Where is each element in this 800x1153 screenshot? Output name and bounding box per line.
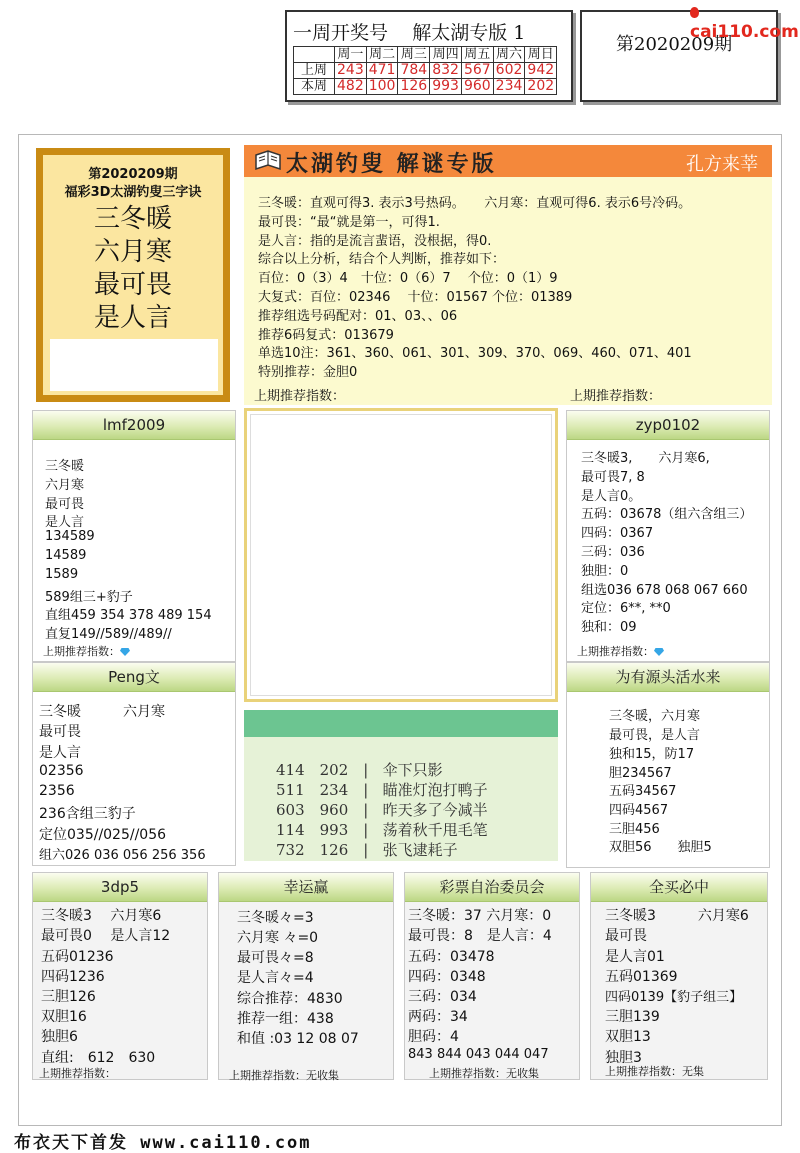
puzzle-line: 百位：0（3）4 十位：0（6）7 个位：0（1）9: [258, 271, 558, 286]
poem-blank-box: [50, 339, 218, 391]
card-quanmai: [590, 872, 768, 1080]
poem-subtitle: 福彩3D太湖钓叟三字诀: [64, 185, 202, 200]
card-line: 四码：0367: [581, 526, 654, 541]
card-line: 是人言0。: [581, 489, 642, 504]
period-label: 第2020209期: [616, 34, 733, 55]
card-line: 双胆13: [605, 1029, 651, 1045]
card-caipiao: [404, 872, 580, 1080]
card-title: Peng文: [33, 663, 235, 692]
card-line: 三胆139: [605, 1009, 660, 1025]
riddle-bar: [244, 710, 558, 737]
card-line: 最可畏0 是人言12: [41, 928, 171, 944]
puzzle-line: 最可畏：“最“就是第一，可得1.: [258, 215, 440, 230]
riddle-row: 603 960 | 昨天多了今减半: [276, 801, 488, 819]
card-line: 最可畏: [605, 928, 647, 944]
card-line: 三码：036: [581, 545, 645, 560]
card-line: 三冬暖々=3: [237, 910, 314, 926]
card-title: 幸运赢: [219, 873, 393, 902]
table-row: [294, 63, 557, 79]
card-line: 三冬暖，六月寒: [609, 709, 701, 724]
card-line: 胆234567: [609, 766, 672, 781]
card-line: 六月寒: [45, 478, 85, 493]
card-line: 最可畏，是人言: [609, 728, 701, 743]
table-row: [294, 47, 557, 63]
puzzle-line: 特别推荐：金胆0: [258, 365, 358, 380]
puzzle-title: 太湖钓叟 解谜专版: [286, 152, 497, 177]
card-3dp5: [32, 872, 208, 1080]
puzzle-line: 单选10注：361、360、061、301、309、370、069、460、071、401: [258, 346, 692, 361]
card-line: 是人言: [39, 745, 81, 761]
day-header: 周一: [335, 47, 367, 63]
card-line: 三冬暖3 六月寒6: [41, 908, 162, 924]
row-label: 本周: [294, 79, 335, 95]
card-line: 四码0139【豹子组三】: [605, 990, 743, 1005]
draw-number: 960: [461, 79, 493, 95]
site-logo[interactable]: [690, 2, 800, 42]
card-line: 是人言々=4: [237, 970, 314, 986]
card-line: 独和15，防17: [609, 747, 695, 762]
card-line: 和值 :03 12 08 07: [237, 1031, 359, 1047]
card-line: 独胆6: [41, 1029, 78, 1045]
day-header: 周五: [461, 47, 493, 63]
site-logo-text: cai110.com: [690, 22, 799, 42]
card-line: 三胆126: [41, 989, 96, 1005]
card-line: 直复149//589//489//: [45, 627, 172, 642]
card-title: 全买必中: [591, 873, 767, 902]
card-line: 四码1236: [41, 969, 105, 985]
card-line: 五码：03478: [408, 949, 495, 965]
card-line: 胆码：4: [408, 1029, 459, 1045]
card-line: 独胆3: [605, 1050, 642, 1066]
card-line: 独胆：0: [581, 564, 629, 579]
puzzle-line: 推荐6码复式：013679: [258, 328, 394, 343]
last-index-label: 上期推荐指数：: [570, 389, 662, 404]
row-label: 上周: [294, 63, 335, 79]
card-line: 定位：6**, **0: [581, 601, 671, 616]
card-line: 三码：034: [408, 989, 477, 1005]
card-line: 组选036 678 068 067 660: [581, 583, 748, 598]
day-header: 周三: [398, 47, 430, 63]
card-line: 三冬暖：37 六月寒：0: [408, 908, 552, 924]
draw-number: 126: [398, 79, 430, 95]
mouse-icon: [690, 7, 699, 18]
day-header: 周日: [525, 47, 557, 63]
card-line: 最可畏: [39, 724, 81, 740]
card-line: 四码：0348: [408, 969, 486, 985]
draw-number: 993: [430, 79, 462, 95]
draw-number: 942: [525, 63, 557, 79]
card-youyuan: [566, 662, 770, 868]
card-line: 134589: [45, 529, 95, 544]
table-row: [294, 79, 557, 95]
draw-number: 482: [335, 79, 367, 95]
card-title: lmf2009: [33, 411, 235, 440]
riddle-row: 511 234 | 瞄准灯泡打鸭子: [276, 781, 488, 799]
card-line: 直组459 354 378 489 154: [45, 608, 212, 623]
last-index: 上期推荐指数：: [577, 643, 664, 659]
last-index: 上期推荐指数：无集: [605, 1065, 704, 1078]
draw-number: 471: [366, 63, 398, 79]
puzzle-header: [244, 145, 772, 177]
card-line: 推荐一组：438: [237, 1011, 334, 1027]
card-line: 最可畏7, 8: [581, 470, 645, 485]
card-line: 双胆16: [41, 1009, 87, 1025]
day-header: 周四: [430, 47, 462, 63]
draw-number: 243: [335, 63, 367, 79]
card-line: 是人言: [45, 515, 85, 530]
card-lmf2009: [32, 410, 236, 662]
riddle-row: 114 993 | 荡着秋千甩毛笔: [276, 821, 488, 839]
book-icon: [254, 149, 282, 173]
card-zyp0102: [566, 410, 770, 662]
card-line: 六月寒 々=0: [237, 930, 319, 946]
card-line: 五码：03678（组六含组三）: [581, 507, 753, 522]
day-header: 周六: [493, 47, 525, 63]
puzzle-line: 是人言：指的是流言蜚语，没根据，得0.: [258, 234, 492, 249]
last-index: 上期推荐指数：无收集: [229, 1069, 339, 1082]
puzzle-line: 推荐组选号码配对：01、03、、06: [258, 309, 458, 324]
diamond-icon: [654, 648, 664, 656]
poem-line: 最可畏: [93, 270, 172, 300]
last-index: 上期推荐指数：: [43, 643, 130, 659]
card-line: 定位035//025//056: [39, 827, 167, 843]
draw-number: 832: [430, 63, 462, 79]
weekly-draw-box: [285, 10, 573, 102]
card-title: 3dp5: [33, 873, 207, 902]
card-line: 843 844 043 044 047: [408, 1047, 549, 1062]
draw-number: 100: [366, 79, 398, 95]
card-line: 三冬暖 六月寒: [39, 704, 165, 720]
card-line: 1589: [45, 567, 79, 582]
card-line: 三冬暖3, 六月寒6,: [581, 451, 710, 466]
last-index: 上期推荐指数：: [39, 1067, 116, 1080]
puzzle-line: 综合以上分析，结合个人判断，推荐如下：: [258, 252, 506, 267]
card-line: 三冬暖3 六月寒6: [605, 908, 749, 924]
card-line: 五码01236: [41, 949, 114, 965]
puzzle-line: 大复式：百位：02346 十位：01567 个位：01389: [258, 290, 573, 305]
riddle-row: 732 126 | 张飞逮耗子: [276, 841, 458, 859]
draw-number: 202: [525, 79, 557, 95]
card-xingyun: [218, 872, 394, 1080]
card-line: 是人言01: [605, 949, 665, 965]
poem-period: 第2020209期: [88, 167, 178, 182]
riddle-box: [244, 737, 558, 861]
footer-text[interactable]: 布衣天下首发 www.cai110.com: [14, 1133, 312, 1153]
card-line: 五码34567: [609, 784, 677, 799]
card-line: 最可畏：8 是人言：4: [408, 928, 552, 944]
puzzle-line: 三冬暖：直观可得3. 表示3号热码。 六月寒：直观可得6. 表示6号冷码。: [258, 196, 692, 211]
poem-line: 是人言: [93, 303, 172, 333]
card-line: 独和：09: [581, 620, 637, 635]
card-line: 综合推荐：4830: [237, 991, 343, 1007]
draw-number: 567: [461, 63, 493, 79]
card-line: 最可畏: [45, 497, 85, 512]
puzzle-author: 孔方来莘: [686, 154, 758, 175]
last-index: 上期推荐指数：无收集: [429, 1067, 539, 1080]
weekly-draw-title: 一周开奖号 解太湖专版 1: [293, 22, 526, 44]
draw-number: 602: [493, 63, 525, 79]
draw-number: 234: [493, 79, 525, 95]
card-peng: [32, 662, 236, 866]
card-title: 彩票自治委员会: [405, 873, 579, 902]
card-line: 组六026 036 056 256 356: [39, 848, 206, 863]
card-line: 14589: [45, 548, 87, 563]
card-title: 为有源头活水来: [567, 663, 769, 692]
weekly-draw-table: [293, 46, 557, 95]
poem-line: 三冬暖: [93, 204, 172, 234]
card-line: 四码4567: [609, 803, 669, 818]
diamond-icon: [120, 648, 130, 656]
card-line: 02356: [39, 763, 84, 779]
day-header: 周二: [366, 47, 398, 63]
card-line: 三胆456: [609, 822, 660, 837]
card-line: 最可畏々=8: [237, 950, 314, 966]
riddle-row: 414 202 | 伞下只影: [276, 761, 443, 779]
center-image-box: [244, 408, 558, 702]
card-line: 直组: 612 630: [41, 1050, 156, 1066]
puzzle-body: [244, 177, 772, 405]
poem-line: 六月寒: [93, 237, 172, 267]
card-line: 236含组三豹子: [39, 806, 136, 822]
card-line: 两码：34: [408, 1009, 468, 1025]
card-title: zyp0102: [567, 411, 769, 440]
card-line: 五码01369: [605, 969, 678, 985]
card-line: 589组三+豹子: [45, 590, 133, 605]
card-line: 2356: [39, 783, 75, 799]
last-index-label: 上期推荐指数：: [254, 389, 346, 404]
card-line: 双胆56 独胆5: [609, 840, 712, 855]
draw-number: 784: [398, 63, 430, 79]
card-line: 三冬暖: [45, 459, 85, 474]
